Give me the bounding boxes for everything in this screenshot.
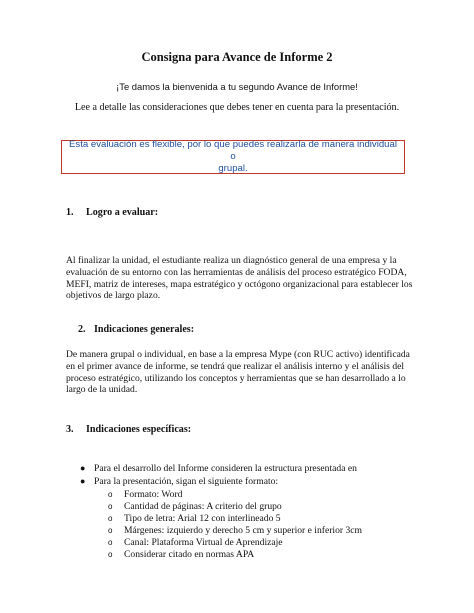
section-1-number: 1. — [66, 207, 74, 218]
paragraph-line: evaluación de su entorno con las herramientas de análisis del proceso estratégico FODA, — [66, 266, 407, 278]
notice-text — [68, 139, 398, 175]
circle-bullet-icon: o — [108, 490, 113, 499]
paragraph-line: proceso estratégico, utilizando los conceptos y herramientas que se han desarrollado a lo — [66, 372, 406, 384]
circle-bullet-icon: o — [108, 502, 113, 511]
paragraph-line: De manera grupal o individual, en base a la empresa Mype (con RUC activo) identificada — [66, 349, 410, 360]
format-item: Formato: Word — [124, 489, 183, 500]
circle-bullet-icon: o — [108, 526, 113, 535]
notice-box — [61, 140, 405, 174]
bullet-icon: ● — [80, 476, 86, 486]
circle-bullet-icon: o — [108, 538, 113, 547]
bullet-icon: ● — [80, 463, 86, 473]
format-item: Márgenes: izquierdo y derecho 5 cm y superior e inferior 3cm — [124, 525, 362, 536]
bullet-item: Para la presentación, sigan el siguiente formato: — [94, 476, 279, 487]
format-item: Cantidad de páginas: A criterio del grupo — [124, 501, 282, 512]
bullet-item: Para el desarrollo del Informe consideren la estructura presentada en — [94, 463, 357, 474]
paragraph-line: MEFI, matriz de intereses, mapa estratégico y octógono organizacional para establecer los — [66, 278, 413, 290]
format-item: Considerar citado en normas APA — [124, 549, 255, 560]
section-3-number: 3. — [66, 424, 74, 435]
notice-line-1: Esta evaluación es flexible, por lo que puedes realizarla de manera individual o — [69, 139, 397, 162]
section-3-heading: Indicaciones específicas: — [86, 424, 192, 435]
section-2-paragraph — [66, 349, 410, 396]
paragraph-line: largo de la unidad. — [66, 384, 138, 396]
section-1-paragraph — [66, 255, 412, 302]
format-item: Tipo de letra: Arial 12 con interlineado 5 — [124, 513, 281, 524]
circle-bullet-icon: o — [108, 514, 113, 523]
section-2-heading: Indicaciones generales: — [94, 324, 195, 335]
format-item: Canal: Plataforma Virtual de Aprendizaje — [124, 537, 283, 548]
notice-line-2: grupal. — [218, 163, 248, 174]
section-1-heading: Logro a evaluar: — [86, 207, 159, 218]
welcome-text: ¡Te damos la bienvenida a tu segundo Avance de Informe! — [116, 81, 358, 92]
paragraph-line: objetivos de largo plazo. — [66, 290, 161, 302]
section-2-number: 2. — [78, 324, 86, 335]
circle-bullet-icon: o — [108, 550, 113, 559]
paragraph-line: Al finalizar la unidad, el estudiante realiza un diagnóstico general de una empresa y la — [66, 255, 397, 266]
instruction-text: Lee a detalle las consideraciones que debes tener en cuenta para la presentación. — [74, 102, 400, 113]
paragraph-line: en el primer avance de informe, se tendrá que realizar el análisis interno y el análisis del — [66, 360, 405, 372]
document-title: Consigna para Avance de Informe 2 — [141, 50, 333, 64]
